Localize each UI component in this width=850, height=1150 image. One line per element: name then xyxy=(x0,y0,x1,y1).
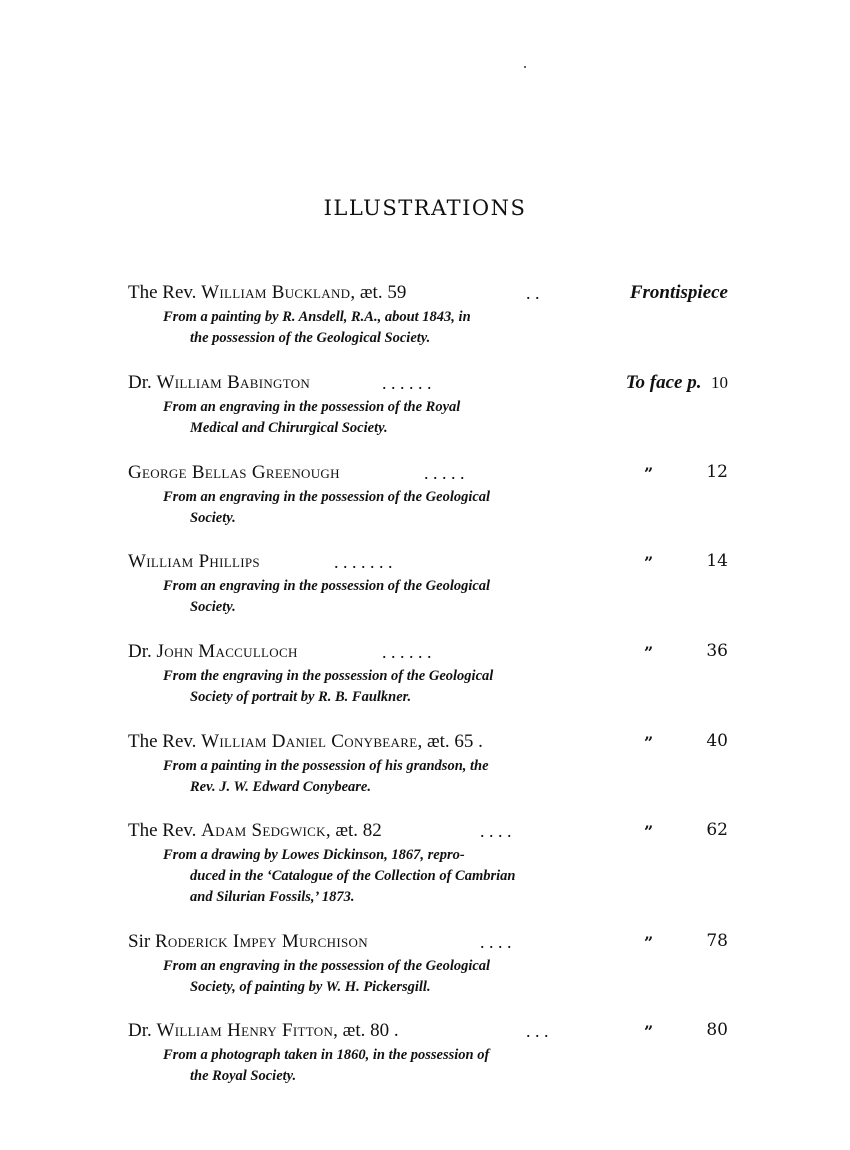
illustration-entry xyxy=(128,282,728,349)
entry-caption: From the engraving in the possession of the Geological Society of portrait by R. B. Faulkner. xyxy=(163,668,494,705)
ditto-mark: ” xyxy=(644,933,654,952)
illustration-entry xyxy=(128,820,728,908)
illustration-entry xyxy=(128,731,728,798)
ditto-mark: ” xyxy=(644,553,654,572)
ditto-mark: ” xyxy=(644,733,654,752)
entry-title: Sir Roderick Impey Murchison xyxy=(128,931,368,952)
entry-title: Dr. William Babington xyxy=(128,372,311,393)
ditto-mark: ” xyxy=(644,822,654,841)
page-number: 14 xyxy=(706,551,728,571)
ditto-mark: ” xyxy=(644,643,654,662)
entry-caption: From a painting in the possession of his grandson, the Rev. J. W. Edward Conybeare. xyxy=(163,758,489,795)
illustration-entry xyxy=(128,372,728,439)
dot-leaders: . . . xyxy=(526,1021,549,1041)
illustration-entry xyxy=(128,931,728,998)
entry-caption: From a painting by R. Ansdell, R.A., about 1843, in the possession of the Geological Society. xyxy=(163,309,471,346)
dot-leaders: . . . . . . xyxy=(382,373,432,393)
page-title: ILLUSTRATIONS xyxy=(323,196,527,220)
entry-title: Dr. William Henry Fitton, æt. 80 . xyxy=(128,1020,399,1041)
entry-title: The Rev. Adam Sedgwick, æt. 82 xyxy=(128,820,382,841)
entry-title: George Bellas Greenough xyxy=(128,462,340,483)
page-number: 36 xyxy=(706,641,728,661)
entry-caption: From an engraving in the possession of the Royal Medical and Chirurgical Society. xyxy=(163,399,461,436)
illustration-entry xyxy=(128,641,728,708)
dot-leaders: . . . . . . . xyxy=(334,552,393,572)
page-reference: Frontispiece xyxy=(629,282,728,303)
dot-leaders: . . . . xyxy=(480,932,512,952)
entry-caption: From an engraving in the possession of the Geological Society. xyxy=(163,578,491,615)
page-number: 78 xyxy=(706,931,728,951)
dot-leaders: . . xyxy=(526,283,540,303)
page-number: 80 xyxy=(706,1020,728,1040)
ditto-mark: ” xyxy=(644,1022,654,1041)
dot-leaders: . . . . . xyxy=(424,463,465,483)
page-speck xyxy=(524,66,526,68)
page-reference: To face p. 10 xyxy=(625,372,728,393)
page-number: 12 xyxy=(706,462,728,482)
entry-title: William Phillips xyxy=(128,551,260,572)
entry-caption: From a photograph taken in 1860, in the possession of the Royal Society. xyxy=(163,1047,490,1084)
illustration-entry xyxy=(128,462,728,529)
dot-leaders: . . . . xyxy=(480,821,512,841)
entry-caption: From a drawing by Lowes Dickinson, 1867, repro- duced in the ‘Catalogue of the Collection of Cambrian and Silurian Fossils,’ 1873. xyxy=(163,847,516,905)
dot-leaders: . . . . . . xyxy=(382,642,432,662)
illustration-entry xyxy=(128,551,728,618)
entry-title: The Rev. William Daniel Conybeare, æt. 65 . xyxy=(128,731,483,752)
entry-caption: From an engraving in the possession of the Geological Society. xyxy=(163,489,491,526)
entry-title: The Rev. William Buckland, æt. 59 xyxy=(128,282,407,303)
entry-title: Dr. John Macculloch xyxy=(128,641,298,662)
page-number: 62 xyxy=(706,820,728,840)
entry-caption: From an engraving in the possession of the Geological Society, of painting by W. H. Pickersgill. xyxy=(163,958,491,995)
ditto-mark: ” xyxy=(644,464,654,483)
page-number: 40 xyxy=(706,731,728,751)
illustration-entry xyxy=(128,1020,728,1087)
